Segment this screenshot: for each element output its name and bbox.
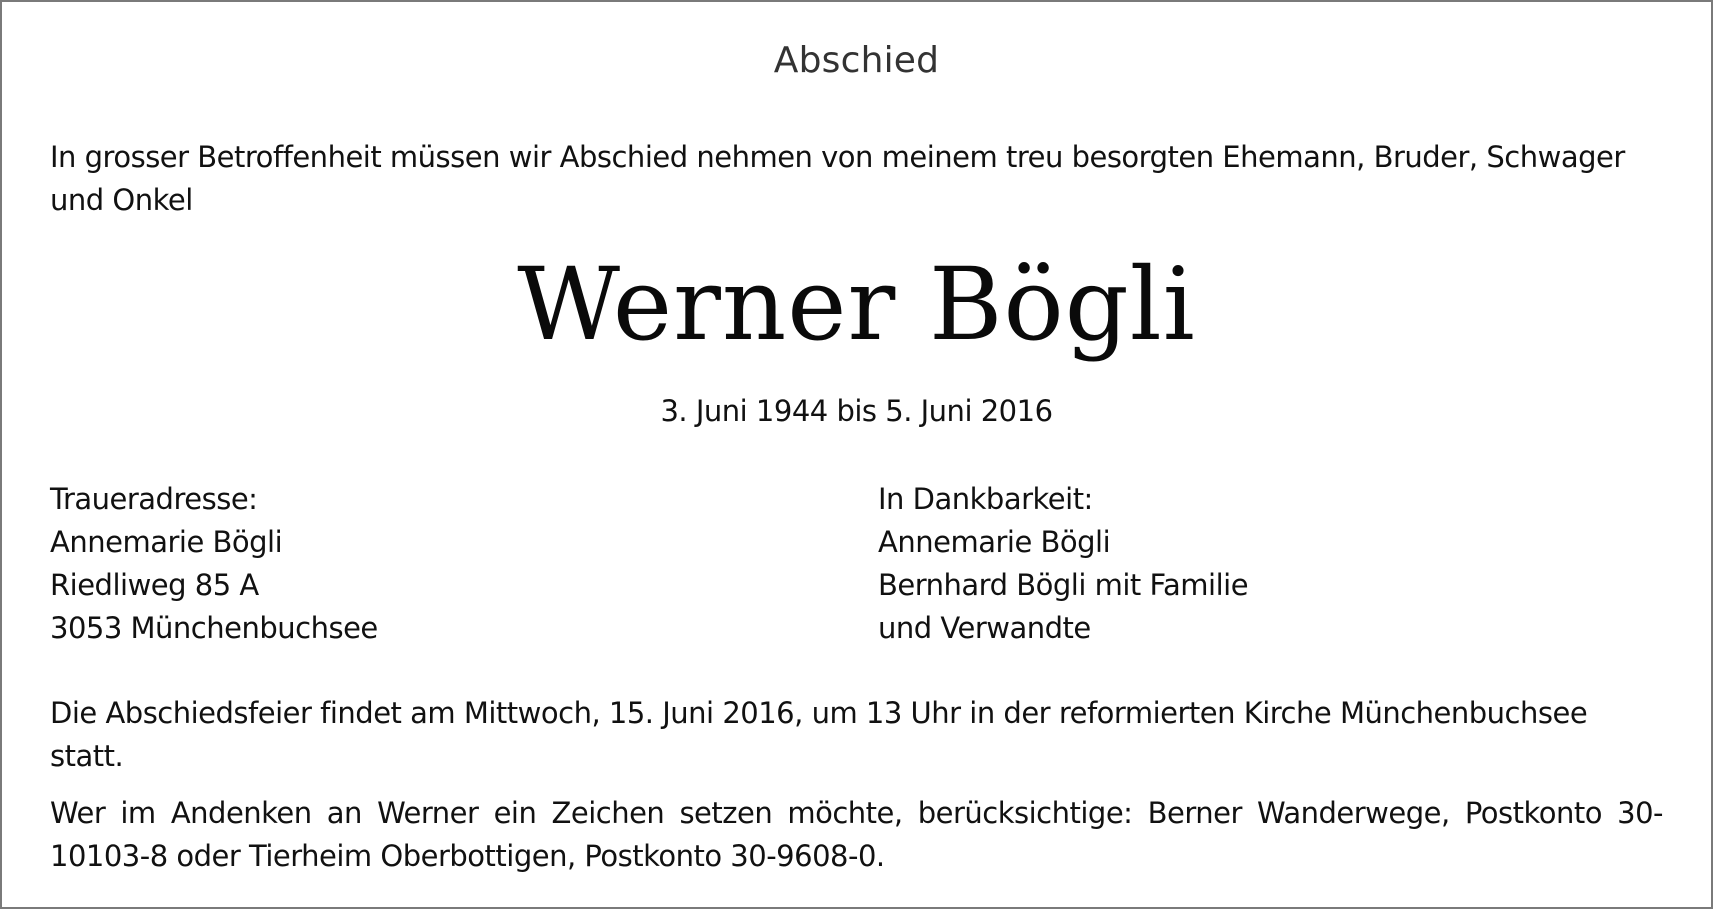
gratitude-line: und Verwandte bbox=[878, 611, 1091, 645]
intro-text: In grosser Betroffenheit müssen wir Abschied nehmen von meinem treu besorgten Ehemann, Bruder, Schwager und Onkel bbox=[50, 140, 1625, 217]
ceremony-text: Die Abschiedsfeier findet am Mittwoch, 15. Juni 2016, um 13 Uhr in der reformierten Kirche Münchenbuchsee statt. bbox=[50, 696, 1588, 773]
donation-text: Wer im Andenken an Werner ein Zeichen setzen möchte, berücksichtige: Berner Wanderwege, Postkonto 30-10103-8 oder Tierheim Oberbottigen, Postkonto 30-9608-0. bbox=[50, 796, 1663, 873]
deceased-name: Werner Bögli bbox=[517, 246, 1196, 363]
mourning-address-line: Riedliweg 85 A bbox=[50, 568, 259, 602]
gratitude-block bbox=[878, 478, 1248, 650]
mourning-address-line: 3053 Münchenbuchsee bbox=[50, 611, 378, 645]
mourning-address-label: Traueradresse: bbox=[50, 482, 258, 516]
gratitude-line: Bernhard Bögli mit Familie bbox=[878, 568, 1249, 602]
mourning-address-line: Annemarie Bögli bbox=[50, 525, 283, 559]
life-dates: 3. Juni 1944 bis 5. Juni 2016 bbox=[660, 394, 1053, 428]
mourning-address-block bbox=[50, 478, 378, 650]
notice-heading: Abschied bbox=[773, 40, 940, 81]
gratitude-line: Annemarie Bögli bbox=[878, 525, 1111, 559]
gratitude-label: In Dankbarkeit: bbox=[878, 482, 1093, 516]
